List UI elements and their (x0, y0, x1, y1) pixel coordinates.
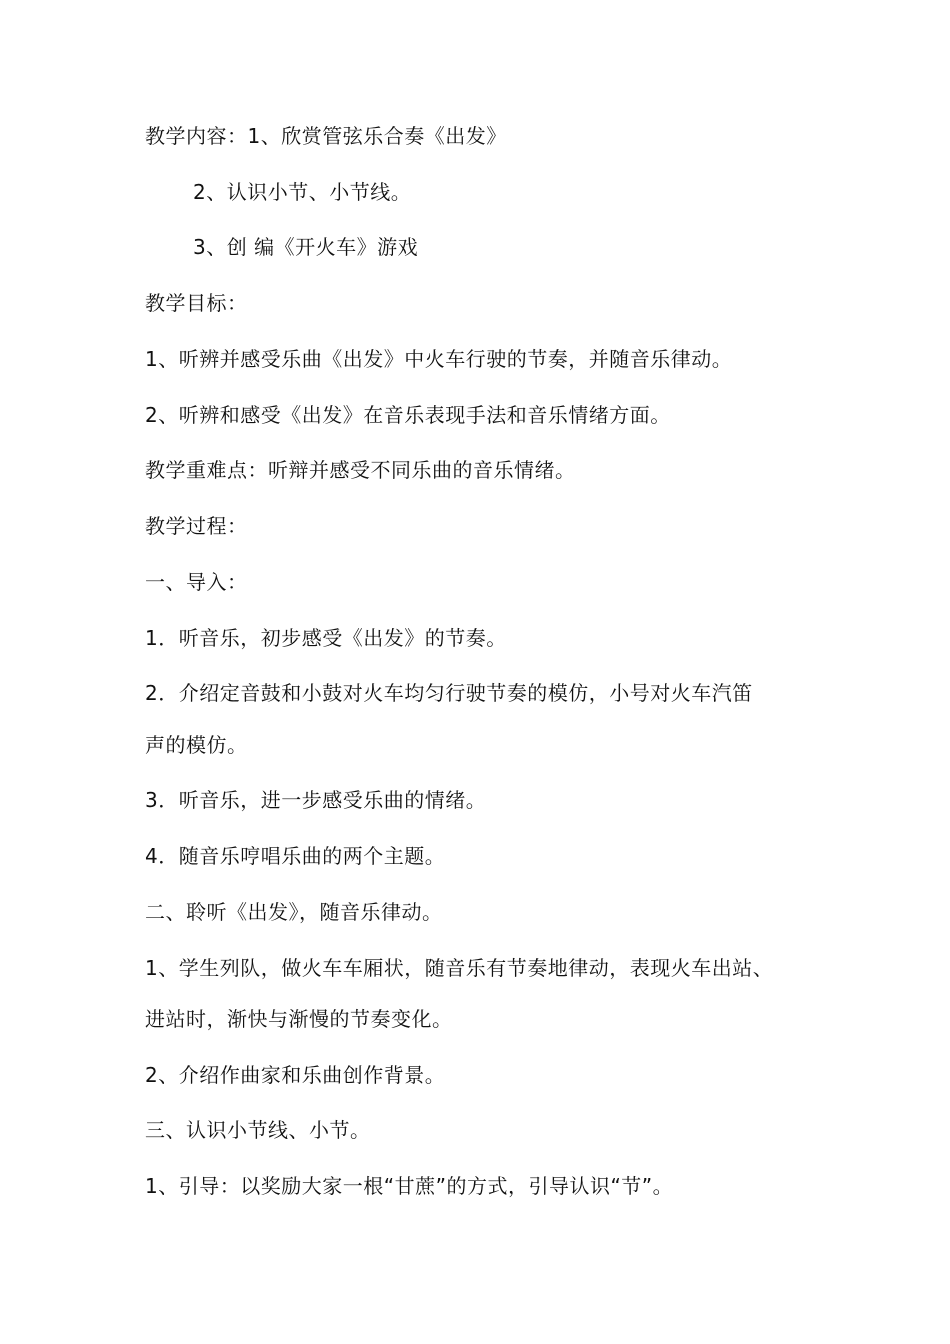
line-step-2-continued: 声的模仿。 (145, 733, 248, 757)
line-process-heading: 教学过程： (145, 514, 248, 538)
line-key-difficulty: 教学重难点：听辩并感受不同乐曲的音乐情绪。 (145, 458, 576, 482)
line-step-1: 1．听音乐，初步感受《出发》的节奏。 (145, 626, 507, 650)
line-section-2-heading: 二、聆听《出发》，随音乐律动。 (145, 900, 443, 924)
line-section-1-heading: 一、导入： (145, 570, 248, 594)
line-section-2-item-2: 2、介绍作曲家和乐曲创作背景。 (145, 1063, 446, 1087)
line-goal-2: 2、听辨和感受《出发》在音乐表现手法和音乐情绪方面。 (145, 403, 671, 427)
line-teaching-content: 教学内容：1、欣赏管弦乐合奏《出发》 (145, 124, 507, 148)
line-step-2: 2．介绍定音鼓和小鼓对火车均匀行驶节奏的模仿，小号对火车汽笛 (145, 681, 753, 705)
line-section-2-item-1-continued: 进站时，渐快与渐慢的节奏变化。 (145, 1007, 453, 1031)
line-step-3: 3．听音乐，进一步感受乐曲的情绪。 (145, 788, 487, 812)
line-section-3-heading: 三、认识小节线、小节。 (145, 1118, 371, 1142)
line-section-2-item-1: 1、学生列队，做火车车厢状，随音乐有节奏地律动，表现火车出站、 (145, 956, 774, 980)
line-step-4: 4．随音乐哼唱乐曲的两个主题。 (145, 844, 446, 868)
line-teaching-goals-heading: 教学目标： (145, 291, 248, 315)
line-section-3-item-1: 1、引导：以奖励大家一根“甘蔗”的方式，引导认识“节”。 (145, 1174, 674, 1198)
line-goal-1: 1、听辨并感受乐曲《出发》中火车行驶的节奏，并随音乐律动。 (145, 347, 733, 371)
line-content-item-2: 2、认识小节、小节线。 (193, 180, 412, 204)
line-content-item-3: 3、创 编《开火车》游戏 (193, 235, 419, 259)
